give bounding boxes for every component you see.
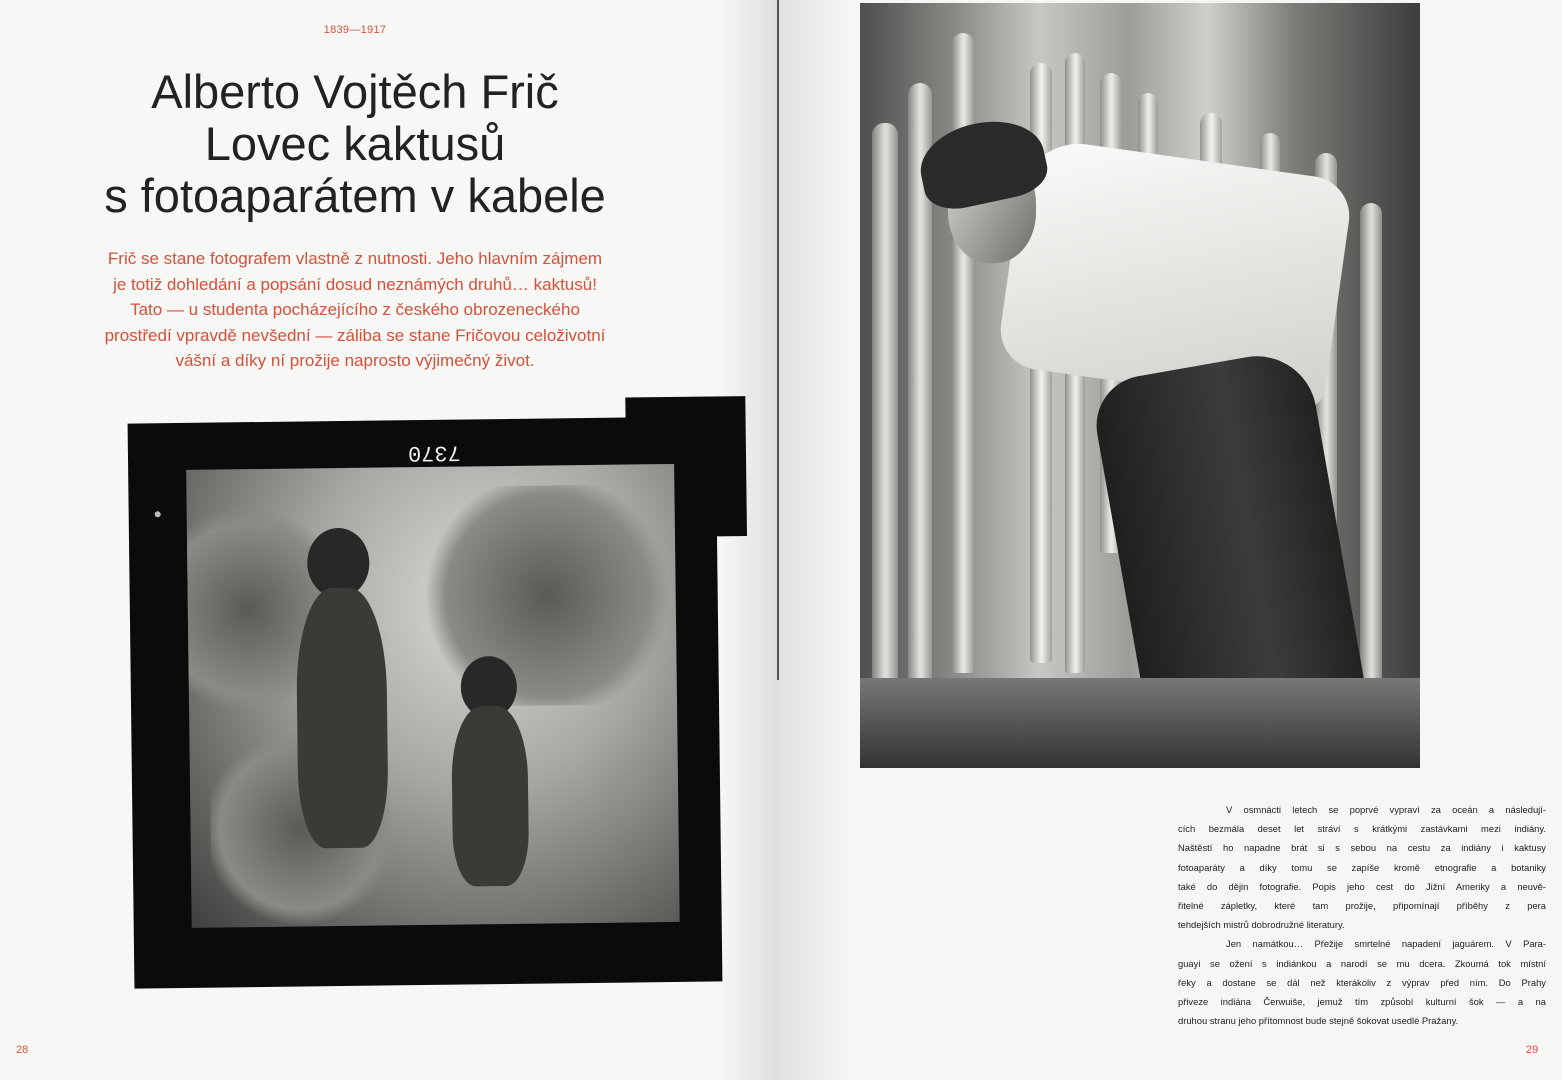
life-dates: 1839—1917 — [323, 24, 387, 36]
body-line: Naštěstí ho napadne brát si s sebou na cestu za indiány i kaktusy — [1178, 842, 1546, 854]
title-line: Lovec kaktusů — [204, 117, 506, 170]
cactus — [872, 123, 898, 683]
lead-line: Tato — u studenta pocházejícího z českého obrozeneckého — [130, 300, 580, 319]
lead-line: Frič se stane fotografem vlastně z nutnosti. Jeho hlavním zájmem — [107, 249, 603, 268]
body-line: cích bezmála deset let stráví s krátkými zastávkami mezi indiány. — [1178, 823, 1546, 835]
foliage — [416, 484, 679, 707]
rocky-ground — [860, 678, 1420, 768]
article-title — [0, 66, 710, 222]
photo-fric-among-cacti — [860, 3, 1420, 768]
body-text — [1178, 800, 1546, 1030]
cactus — [1360, 203, 1382, 723]
glass-negative-photo — [128, 416, 723, 988]
title-line: s fotoaparátem v kabele — [104, 169, 606, 222]
lead-line: je totiž dohledání a popsání dosud neznámých druhů… kaktusů! — [113, 274, 597, 294]
body-line: přiveze indiána Čerwuiše, jemuž tím způsobí kulturní šok — a na — [1178, 996, 1546, 1008]
body-line: řitelné zápletky, které tam prožije, připomínají příběhy z pera — [1178, 900, 1546, 912]
body-line: druhou stranu jeho přítomnost bude stejně šokovat usedlé Pražany. — [1178, 1015, 1459, 1027]
photo-children-image — [186, 464, 680, 928]
lead-line: vášní a díky ní prožije naprosto výjimečný život. — [175, 351, 535, 370]
gutter-shadow-right — [778, 0, 848, 1080]
title-line: Alberto Vojtěch Frič — [151, 65, 559, 118]
body-line: také do dějin fotografie. Popis jeho cest do Jižní Ameriky a neuvě- — [1178, 880, 1546, 892]
lead-paragraph — [40, 246, 670, 374]
body-line: řeky a dostane se dál než kterákoliv z výprav před ním. Do Prahy — [1178, 976, 1546, 988]
right-page — [778, 0, 1562, 1080]
negative-number: 7370 — [407, 439, 461, 466]
girl-figure — [451, 706, 529, 887]
gutter-shadow-left — [718, 0, 778, 1080]
body-line: V osmnácti letech se poprvé vypraví za oceán a následují- — [1226, 804, 1546, 815]
body-line: fotoaparáty a díky tomu se zapíše kromě etnografie a botaniky — [1178, 861, 1546, 873]
negative-hole — [155, 511, 161, 517]
body-line: tehdejších mistrů dobrodružné literatury. — [1178, 919, 1345, 931]
lead-line: prostředí vpravdě nevšední — záliba se stane Fričovou celoživotní — [104, 325, 606, 345]
book-spine-line — [777, 0, 779, 680]
left-page — [0, 0, 778, 1080]
page-number-left: 28 — [16, 1044, 29, 1056]
page-number-right: 29 — [1526, 1044, 1539, 1056]
body-line: Jen namátkou… Přežije smrtelné napadení jaguárem. V Para- — [1226, 938, 1546, 950]
boy-figure — [296, 587, 389, 848]
body-line: guayi se ožení s indiánkou a narodí se mu dcera. Zkoumá tok místní — [1178, 957, 1546, 969]
